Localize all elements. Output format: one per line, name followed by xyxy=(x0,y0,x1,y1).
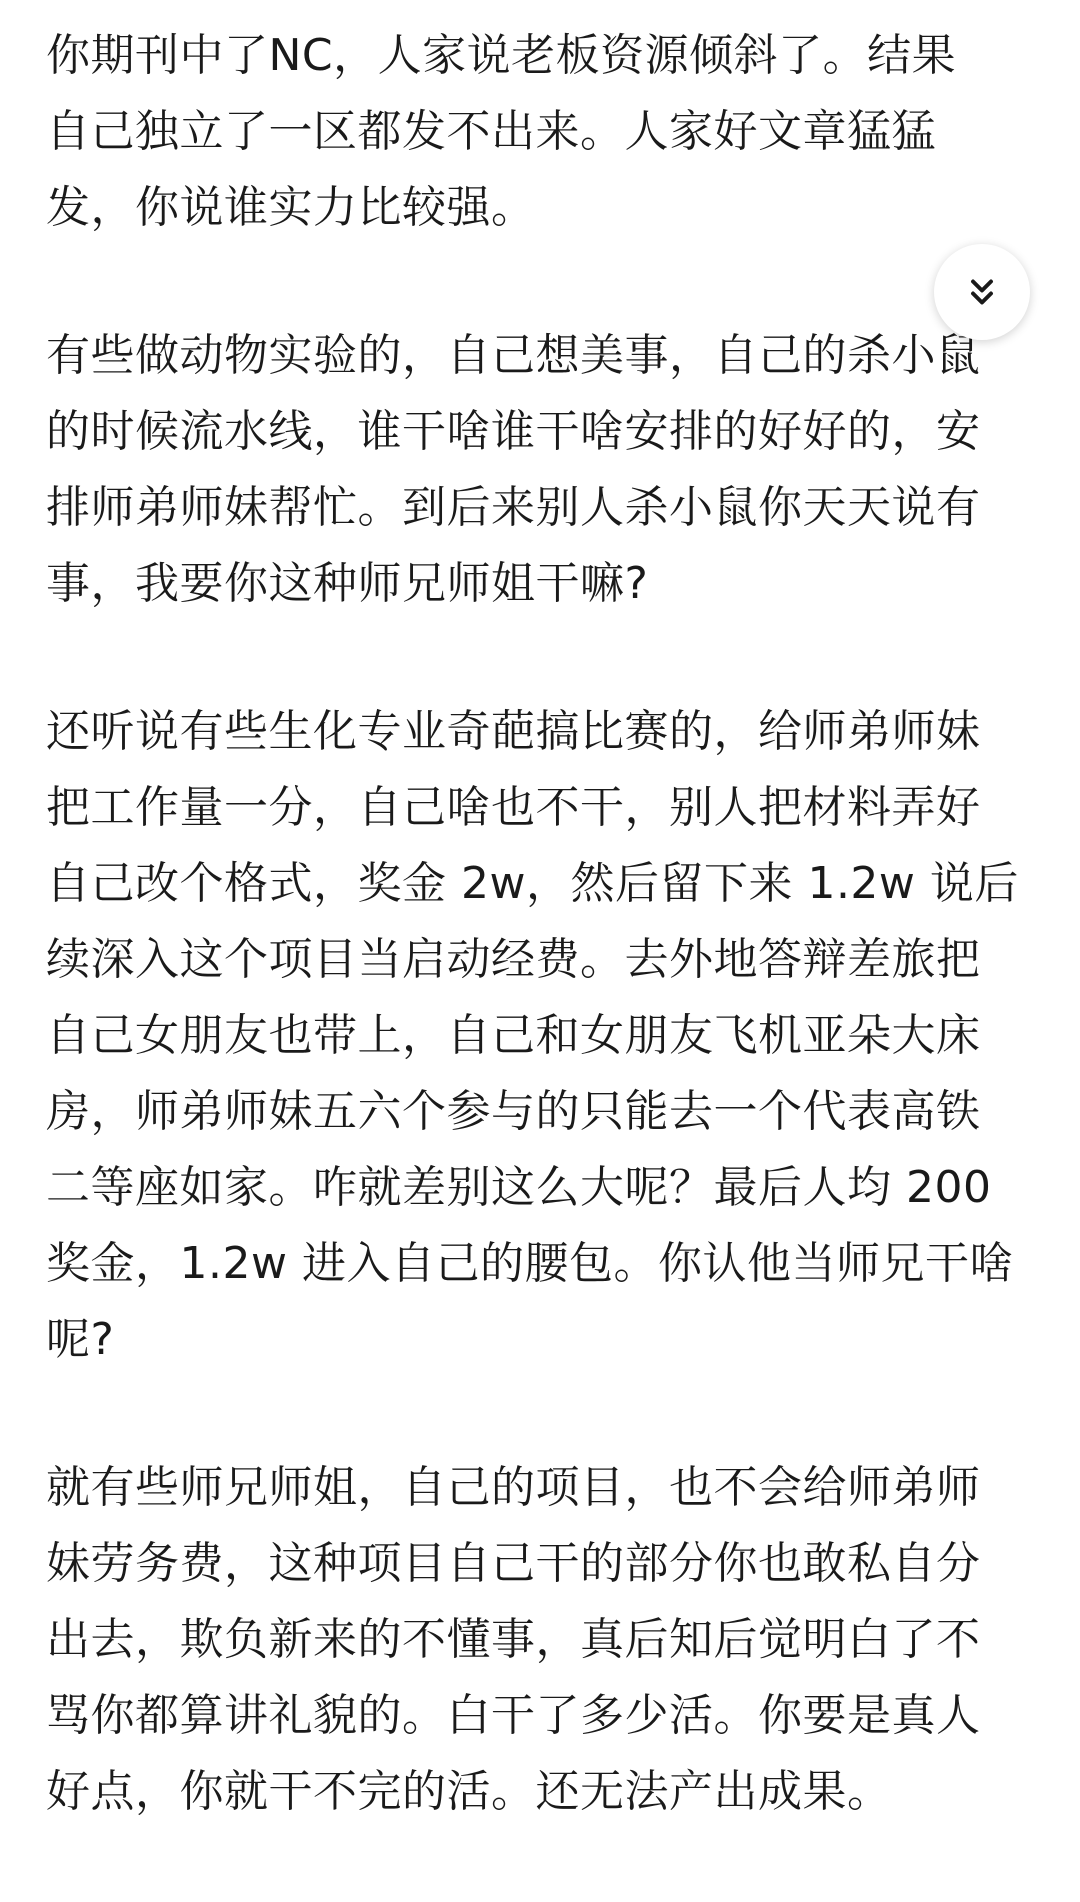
text-line: 自己改个格式，奖金 2w，然后留下来 1.2w 说后 xyxy=(46,858,1019,909)
double-chevron-down-icon xyxy=(964,274,1000,310)
text-line: 事，我要你这种师兄师姐干嘛? xyxy=(46,558,649,609)
text-line: 骂你都算讲礼貌的。白干了多少活。你要是真人 xyxy=(46,1690,981,1741)
collapse-toggle-button[interactable] xyxy=(934,244,1030,340)
text-line: 房，师弟师妹五六个参与的只能去一个代表高铁 xyxy=(46,1086,981,1137)
text-line: 有些做动物实验的，自己想美事，自己的杀小鼠 xyxy=(46,330,981,381)
text-line: 自己独立了一区都发不出来。人家好文章猛猛 xyxy=(46,106,936,157)
text-line: 发，你说谁实力比较强。 xyxy=(46,182,536,233)
text-line: 奖金，1.2w 进入自己的腰包。你认他当师兄干啥 xyxy=(46,1238,1014,1289)
paragraph-2 xyxy=(46,318,1036,622)
text-line: 续深入这个项目当启动经费。去外地答辩差旅把 xyxy=(46,934,981,985)
text-line: 还听说有些生化专业奇葩搞比赛的，给师弟师妹 xyxy=(46,706,981,757)
text-line: 呢? xyxy=(46,1314,115,1365)
paragraph-1 xyxy=(46,18,1036,246)
text-line: 好点，你就干不完的活。还无法产出成果。 xyxy=(46,1766,892,1817)
text-line: 出去，欺负新来的不懂事，真后知后觉明白了不 xyxy=(46,1614,981,1665)
paragraph-4 xyxy=(46,1450,1036,1830)
text-line: 把工作量一分，自己啥也不干，别人把材料弄好 xyxy=(46,782,981,833)
text-line: 你期刊中了NC，人家说老板资源倾斜了。结果 xyxy=(46,30,957,81)
text-line: 的时候流水线，谁干啥谁干啥安排的好好的，安 xyxy=(46,406,981,457)
article-body xyxy=(46,18,1036,1902)
text-line: 妹劳务费，这种项目自己干的部分你也敢私自分 xyxy=(46,1538,981,1589)
text-line: 就有些师兄师姐，自己的项目，也不会给师弟师 xyxy=(46,1462,981,1513)
text-line: 二等座如家。咋就差别这么大呢？最后人均 200 xyxy=(46,1162,992,1213)
text-line: 排师弟师妹帮忙。到后来别人杀小鼠你天天说有 xyxy=(46,482,981,533)
paragraph-3 xyxy=(46,694,1036,1378)
text-line: 自己女朋友也带上，自己和女朋友飞机亚朵大床 xyxy=(46,1010,981,1061)
